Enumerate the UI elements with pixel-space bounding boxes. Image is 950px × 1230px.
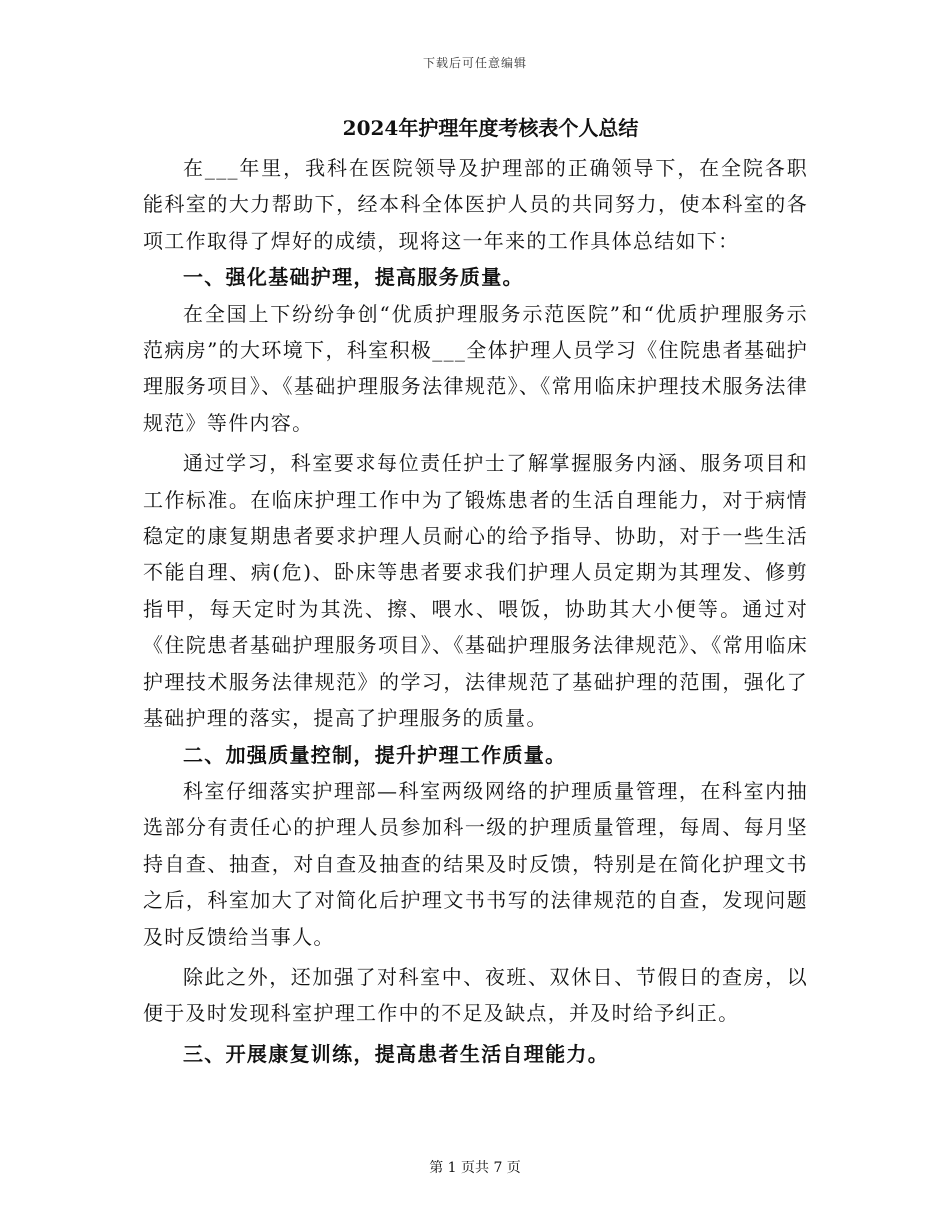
document-body <box>143 116 808 1072</box>
section-2-heading: 二、加强质量控制，提升护理工作质量。 <box>183 742 567 767</box>
section-1-paragraph-1: 在全国上下纷纷争创“优质护理服务示范医院”和“优质护理服务示范病房”的大环境下，科室积极___全体护理人员学习《住院患者基础护理服务项目》、《基础护理服务法律规范》、《常用临床护理技术服务法律规范》等件内容。 <box>143 301 808 435</box>
section-3-heading: 三、开展康复训练，提高患者生活自理能力。 <box>183 1041 609 1066</box>
section-2-paragraph-2: 除此之外，还加强了对科室中、夜班、双休日、节假日的查房，以便于及时发现科室护理工作中的不足及缺点，并及时给予纠正。 <box>143 964 808 1026</box>
intro-paragraph: 在___年里，我科在医院领导及护理部的正确领导下，在全院各职能科室的大力帮助下，经本科全体医护人员的共同努力，使本科室的各项工作取得了焊好的成绩，现将这一年来的工作具体总结如下： <box>143 156 808 253</box>
document-title: 2024年护理年度考核表个人总结 <box>342 116 639 140</box>
page-footer: 第 1 页共 7 页 <box>429 1160 521 1176</box>
header-note: 下载后可任意编辑 <box>422 56 527 70</box>
section-2-paragraph-1: 科室仔细落实护理部—科室两级网络的护理质量管理，在科室内抽选部分有责任心的护理人员参加科一级的护理质量管理，每周、每月坚持自查、抽查，对自查及抽查的结果及时反馈，特别是在简化护理文书之后，科室加大了对简化后护理文书书写的法律规范的自查，发现问题及时反馈给当事人。 <box>143 778 808 949</box>
section-1-paragraph-2: 通过学习，科室要求每位责任护士了解掌握服务内涵、服务项目和工作标准。在临床护理工作中为了锻炼患者的生活自理能力，对于病情稳定的康复期患者要求护理人员耐心的给予指导、协助，对于一些生活不能自理、病(危)、卧床等患者要求我们护理人员定期为其理发、修剪指甲，每天定时为其洗、擦、喂水、喂饭，协助其大小便等。通过对《住院患者基础护理服务项目》、《基础护理服务法律规范》、《常用临床护理技术服务法律规范》的学习，法律规范了基础护理的范围，强化了基础护理的落实，提高了护理服务的质量。 <box>143 451 808 731</box>
section-1-heading: 一、强化基础护理，提高服务质量。 <box>183 265 524 290</box>
